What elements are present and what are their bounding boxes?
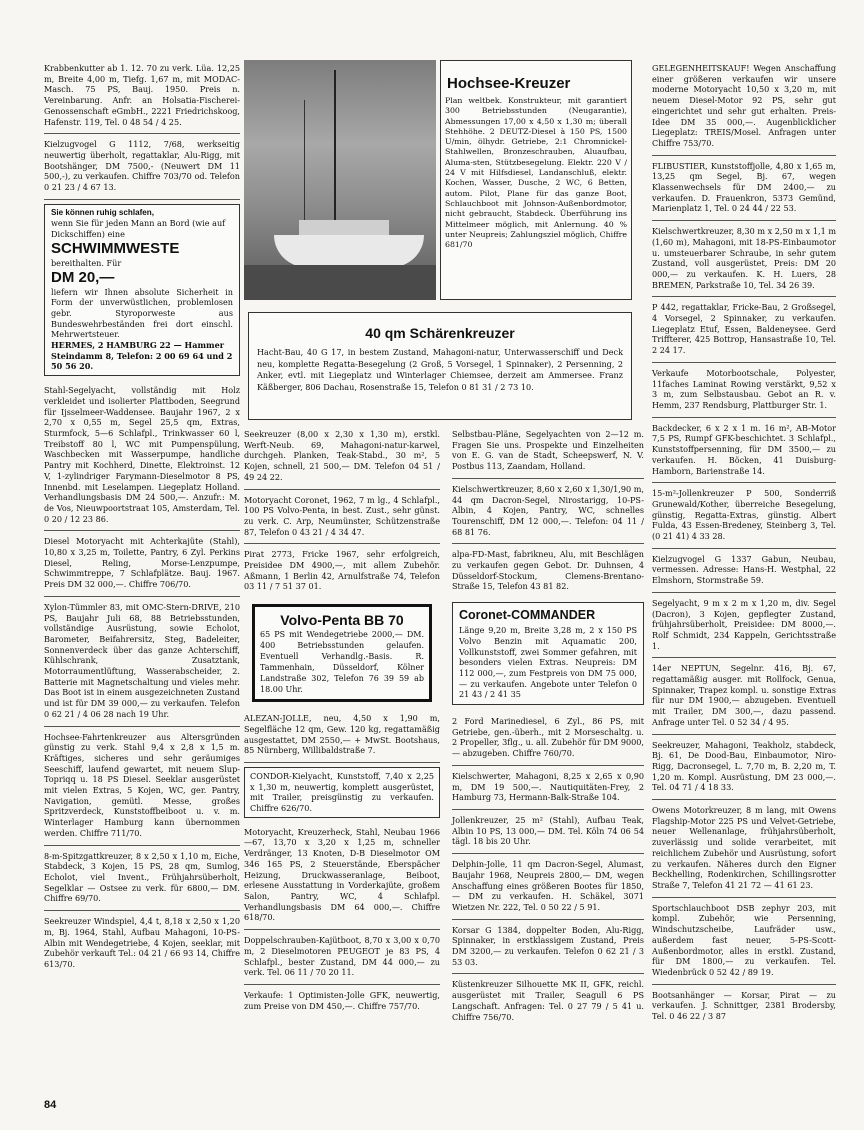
schwimmweste-ad <box>44 204 240 376</box>
column-4 <box>652 58 836 1028</box>
classified-ad: Stahl-Segelyacht, vollständig mit Holz verkleidet und isolierter Plattboden, Seegrund für Ijsselmeer-Waddensee. Baujahr 1967, 2 x 2,70 x 0,55 m, Segel 25,5 qm, Extras, Sturmfock, 5—6 Schlafpl., Trinkwasser 60 l, Treibstoff 80 l, WC mit Pumpenspülung, Waschbecken mit Wasserpumpe, handliche Pantry mit Kochherd, Dinette, Elektroinst. 12 V, 1-zylindriger Farymann-Dieselmotor 8 PS, Innenbd. mit Leselampen. Liegeplatz Holland. Verhandlungsbasis DM 24 500,—. Anzufr.: M. de Vos, Nieuwpoortstraat 105, Amsterdam, Tel. 0 20 / 12 23 86. <box>44 380 240 531</box>
classified-ad: Pirat 2773, Fricke 1967, sehr erfolgreich, Preisidee DM 4900,—, mit allem Zubehör. Aßmann, 1 Berlin 42, Arnulfstraße 74, Telefon 03 11 / 7 51 37 01. <box>244 549 440 592</box>
classified-ad: Doppelschrauben-Kajütboot, 8,70 x 3,00 x 0,70 m, 2 Dieselmotoren PEUGEOT je 83 PS, 4 Schlafpl., bester Zustand, DM 44 000,— zu verk. Tel. 06 11 / 70 20 11. <box>244 930 440 985</box>
page-number: 84 <box>44 1099 57 1111</box>
classified-ad: Diesel Motoryacht mit Achterkajüte (Stahl), 10,80 x 3,25 m, Toilette, Pantry, 6 Zyl. Perkins Diesel, Reling, Morse-Lenzpumpe, Schwimmtreppe, 7 Schlafplätze. Bauj. 1967. Preis DM 32 000,—. Chiffre 706/70. <box>44 531 240 597</box>
classified-ad: alpa-FD-Mast, fabrikneu, Alu, mit Beschlägen zu verkaufen gegen Gebot. Dr. Duhnsen, 4 Düsseldorf-Stockum, Clemens-Brentano-Straße 15, Telefon 43 81 82. <box>452 549 644 592</box>
yacht-hull <box>274 235 424 267</box>
yacht-photo <box>244 60 436 300</box>
yacht-deckhouse <box>299 220 389 236</box>
classified-ad: P 442, regattaklar, Fricke-Bau, 2 Großsegel, 4 Vorsegel, 2 Spinnaker, zu verkaufen. Liegeplatz Etuf, Essen, Baldeneysee. Gerd Triffterer, 425 Bottrop, Hansastraße 10, Tel. 2 24 17. <box>652 297 836 363</box>
classified-ad: Xylon-Tümmler 83, mit OMC-Stern-DRIVE, 210 PS, Baujahr Juli 68, 88 Betriebsstunden, vollständige Ausrüstung, sowie Echolot, Barometer, Beifahrersitz, Steg, Badeleiter, Sonnenverdeck über das ganze Achterschiff, Kühlschrank, Zusatztank, Motorraumentlüftung, Wasserabscheider, 2. Batterie mit Magnetschaltung und vieles mehr. Das Boot ist in einem ausgezeichneten Zustand und ist für DM 39 000,— zu verkaufen. Telefon 0 62 21 / 4 06 28 nach 19 Uhr. <box>44 597 240 727</box>
condor-text: CONDOR-Kielyacht, Kunststoff, 7,40 x 2,25 x 1,30 m, neuwertig, komplett ausgerüstet, mit Trailer, preisgünstig zu verkaufen. Chiffre 626/70. <box>250 770 434 814</box>
classified-ad: Kielschwertkreuzer, 8,30 m x 2,50 m x 1,1 m (1,60 m), Mahagoni, mit 18-PS-Einbaumotor u. umsteuerbarer Schraube, in sehr gutem Zustand, voll ausgerüstet, Preis: DM 20 000,— zu verkaufen. K. H. Luers, 28 BREMEN, Parkstraße 10, Tel. 34 26 39. <box>652 221 836 297</box>
coronet-commander-title: Coronet-COMMANDER <box>459 608 596 623</box>
water <box>244 265 436 300</box>
condor-ad <box>244 767 440 818</box>
classified-ad: Sportschlauchboot DSB zephyr 203, mit kompl. Zubehör, wie Persenning, Windschutzscheibe, Laufräder usw., außerdem fast neuer, 5-PS-Scott-Außenbordmotor, alles in erstkl. Zustand, für DM 1800,— zu verkaufen. Tel. Wiedenbrück 0 52 42 / 89 19. <box>652 898 836 985</box>
classified-ad: Delphin-Jolle, 11 qm Dacron-Segel, Alumast, Baujahr 1968, Neupreis 2800,— DM, wegen Anschaffung eines größeren Bootes für 1850,— DM zu verkaufen. H. Schäkel, 3071 Wietzen Nr. 222, Tel. 0 50 22 / 5 91. <box>452 854 644 920</box>
classified-ad: Owens Motorkreuzer, 8 m lang, mit Owens Flagship-Motor 225 PS und Velvet-Getriebe, neuer Wellenanlage, frühjahrsüberholt, zuverlässig und solide verarbeitet, mit reichlichem Zubehör und Ausrüstung, sofort zu verkaufen. Näheres durch den Eigner Beckhelling, Rodenkirchen, Schillingsrotter Straße 7, Telefon 41 21 72 — 41 61 23. <box>652 800 836 898</box>
schwimmweste-headline: SCHWIMMWESTE <box>51 239 180 257</box>
schwimmweste-lead: Sie können ruhig schlafen, <box>51 207 154 217</box>
classified-ad: Seekreuzer (8,00 x 2,30 x 1,30 m), erstkl. Werft-Neub. 69, Mahagoni-natur-karwel, durchgeh. Planken, Teak-Stabd., 30 m², 5 Kojen, schnell, 21 500,— DM. Telefon 04 51 / 49 24 22. <box>244 424 440 490</box>
schwimmweste-body-3: liefern wir Ihnen absolute Sicherheit in Form der unverwüstlichen, problemlosen gebr. Styroporweste aus Bundeswehrbeständen frei dort einschl. Mehrwertsteuer. <box>51 286 233 340</box>
classified-ad: Segelyacht, 9 m x 2 m x 1,20 m, div. Segel (Dacron), 3 Kojen, gepflegter Zustand, frühjahrsüberholt, Preisidee: DM 8000,—. Rolf Schmidt, 234 Kappeln, Gerichtsstraße 1. <box>652 593 836 659</box>
classified-ad: Bootsanhänger — Korsar, Pirat — zu verkaufen. J. Schnittger, 2381 Brodersby, Tel. 0 46 22 / 3 87 <box>652 989 836 1022</box>
volvo-penta-text: 65 PS mit Wendegetriebe 2000,— DM. 400 Betriebsstunden gelaufen. Eventuell Verhandlg.-Basis. R. Tammenhain, Düsseldorf, Kölner Landstraße 302, Telefon 76 39 59 ab 18.00 Uhr. <box>260 630 424 695</box>
classified-ad: Backdecker, 6 x 2 x 1 m. 16 m², AB-Motor 7,5 PS, Rumpf GFK-beschichtet. 3 Schlafpl., Kunststoffpersenning, für DM 3500,— zu verkaufen. H. Böcken, 41 Duisburg-Hamborn, Barienstraße 14. <box>652 418 836 484</box>
schaerenkreuzer-ad <box>248 312 632 420</box>
classified-ad: Motoryacht Coronet, 1962, 7 m lg., 4 Schlafpl., 100 PS Volvo-Penta, in best. Zust., sehr günst. zu verk. C. Arp, Neumünster, Schützenstraße 87, Telefon 0 43 21 / 4 34 47. <box>244 490 440 545</box>
classified-ad: Selbstbau-Pläne, Segelyachten von 2—12 m. Fragen Sie uns. Prospekte und Einzelheiten von E. G. van de Stadt, Scheepswerf, N. V. Postbus 113, Zaandam, Holland. <box>452 424 644 479</box>
coronet-commander-text: Länge 9,20 m, Breite 3,28 m, 2 x 150 PS Volvo Benzin mit Aquamatic 200, Vollkunststoff, zwei Sommer gefahren, mit besonders vielen Extras. Neupreis: DM 112 000,—, zum Festpreis von DM 75 000,— zu verkaufen. Angebote unter Telefon 0 21 43 / 2 41 35 <box>459 625 637 700</box>
volvo-penta-ad <box>252 604 432 702</box>
coronet-commander-ad <box>452 602 644 705</box>
classified-ad: Küstenkreuzer Silhouette MK II, GFK, reichl. ausgerüstet mit Trailer, Seagull 6 PS Langschaft. Anfragen: Tel. 0 27 79 / 5 41 u. Chiffre 756/70. <box>452 979 644 1022</box>
schwimmweste-address: HERMES, 2 HAMBURG 22 — Hammer Steindamm 8, Telefon: 2 00 69 64 und 2 50 56 20. <box>51 340 233 372</box>
classified-ad: 8-m-Spitzgattkreuzer, 8 x 2,50 x 1,10 m, Eiche, Stabdeck, 3 Kojen, 15 PS, 28 qm, Sumlog, Echolot, viel Invent., Frühjahrsüberholt, Segelklar — Ostsee zu verk. für 6800,— DM. Chiffre 69/70. <box>44 846 240 912</box>
schwimmweste-body-2: bereithalten. Für <box>51 257 122 268</box>
classified-ad: Kielzugvogel G 1337 Gabun, Neubau, vermessen. Adresse: Hans-H. Westphal, 22 Elmshorn, Stormstraße 59. <box>652 549 836 593</box>
volvo-penta-title: Volvo-Penta BB 70 <box>280 612 404 629</box>
schwimmweste-price: DM 20,— <box>51 268 115 286</box>
column-1 <box>44 58 240 976</box>
classified-ad: Hochsee-Fahrtenkreuzer aus Altersgründen günstig zu verk. Stahl 9,4 x 2,8 x 1,5 m. Kräftiges, sicheres und sehr geräumiges Seeschiff, laufend gewartet, mit neuem Slup-Topriqq u. 18 PS Diesel. Seeklar ausgerüstet mit vielen Extras, 5 Kojen, WC, ger. Pantry, Navigation, gemütl. Messe, großes Spritzverdeck, Kunststoffbeiboot u. v. m. Winterlager Hamburg kann übernommen werden. Chiffre 711/70. <box>44 727 240 846</box>
hochsee-kreuzer-title: Hochsee-Kreuzer <box>447 75 571 92</box>
classified-ad: 2 Ford Marinediesel, 6 Zyl., 86 PS, mit Getriebe, gen.-überh., mit 2 Morseschaltg. u. 2 Propeller, 3flg., u. all. Zubehör für DM 9000,— abzugeben. Chiffre 760/70. <box>452 711 644 766</box>
classified-ad: 15-m²-Jollenkreuzer P 500, Sonderriß Grunewald/Kother, überreiche Besegelung, günstig, Regatta-Extras, günstig. Albert Fulda, 43 Essen-Bredeney, Steinberg 3, Tel. (0 21 41) 4 33 28. <box>652 483 836 549</box>
column-3 <box>452 424 644 1028</box>
classified-ad: Seekreuzer, Mahagoni, Teakholz, stabdeck, Bj. 61, De Dood-Bau, Einbaumotor, Niro-Rigg, Dacronsegel, L. 7,70 m, B. 2,20 m, T. 1,20 m. Kompl. Ausrüstung, DM 23 000,—. Tel. 04 71 / 4 18 33. <box>652 735 836 801</box>
classified-ad: Jollenkreuzer, 25 m² (Stahl), Aufbau Teak, Albin 10 PS, 13 000,— DM. Tel. Köln 74 06 54 tägl. 18 bis 20 Uhr. <box>452 810 644 854</box>
classified-ad: ALEZAN-JOLLE, neu, 4,50 x 1,90 m, Segelfläche 12 qm, Gew. 120 kg, regattamäßig ausgestattet, DM 2550,— + MwSt. Bootshaus, 85 Nürnberg, Willibaldstraße 7. <box>244 708 440 763</box>
classified-ad: Korsar G 1384, doppelter Boden, Alu-Rigg, Spinnaker, in erstklassigem Zustand, Preis DM 3200,— zu verkaufen. Telefon 0 62 21 / 3 53 03. <box>452 920 644 975</box>
schwimmweste-body-1: wenn Sie für jeden Mann an Bord (wie auf Dickschiffen) eine <box>51 218 226 240</box>
schaerenkreuzer-title: 40 qm Schärenkreuzer <box>365 325 515 341</box>
column-2 <box>244 424 440 1017</box>
classified-ad: Verkaufe: 1 Optimisten-Jolle GFK, neuwertig, zum Preise von DM 450,—. Chiffre 757/70. <box>244 989 440 1011</box>
schaerenkreuzer-text: Hacht-Bau, 40 G 17, in bestem Zustand, Mahagoni-natur, Unterwasserschiff und Deck neu, komplette Regatta-Besegelung (2 Groß, 5 Vorsegel, 1 Spinnaker), 2 Persenning, 2 Anker, evtl. mit Liegeplatz und Winterlager Chiemsee, derzeit am Ammersee. Franz Käßberger, 806 Dachau, Rosenstraße 15, Telefon 0 81 31 / 2 73 10. <box>257 347 623 392</box>
classified-ad: FLIBUSTIER, Kunststoffjolle, 4,80 x 1,65 m, 13,25 qm Segel, Bj. 67, wegen Klassenwechsels für DM 2400,— zu verkaufen. D. Frauenkron, 5373 Gemünd, Marienplatz 1, Tel. 0 24 44 / 22 53. <box>652 156 836 222</box>
classified-ad: Kielzugvogel G 1112, 7/68, werkseitig neuwertig überholt, regattaklar, Alu-Rigg, mit Bootshänger, DM 7500,- (Neuwert DM 11 500,-), zu verkaufen. Chiffre 703/70 od. Telefon 0 21 23 / 4 67 13. <box>44 134 240 200</box>
classified-ad: GELEGENHEITSKAUF! Wegen Anschaffung einer größeren verkaufen wir unsere moderne Motoryacht 10,50 x 3,20 m, mit neuem Diesel-Motor 92 PS, sehr gut eingerichtet und sehr gut erhalten. Preis-Idee DM 35 000,—. Augenblicklicher Liegeplatz: TREIS/Mosel. Anfragen unter Chiffre 753/70. <box>652 58 836 156</box>
classified-ad: Kielschwertkreuzer, 8,60 x 2,60 x 1,30/1,90 m, 44 qm Dacron-Segel, Nirostarigg, 10-PS-Albin, 4 Kojen, Pantry, WC, schnelles Tourenschiff, DM 12 000,—. Telefon: 04 11 / 68 81 76. <box>452 479 644 545</box>
classified-ad: Verkaufe Motorbootschale, Polyester, 11faches Laminat Rowing verstärkt, 9,52 x 3 m, zum Selbstausbau. Gebot an R. v. Hemm, 237 Rendsburg, Plattburger Str. 1. <box>652 363 836 418</box>
classified-ad: 14er NEPTUN, Segelnr. 416, Bj. 67, regattamäßig ausger. mit Rollfock, Genua, Spinnaker, Trapez kompl. u. sonstige Extras für nur DM 1900,— abzugeben. Eventuell mit Trailer, DM 300,—, dazu passend. Anfrage unter Tel. 0 52 34 / 4 95. <box>652 658 836 734</box>
hochsee-kreuzer-ad <box>440 60 632 300</box>
classified-ad: Motoryacht, Kreuzerheck, Stahl, Neubau 1966—67, 13,70 x 3,20 x 1,25 m, schneller Verdränger, 13 Knoten, D-B Dieselmotor OM 346 165 PS, 2 Steuerstände, Eberspächer Heizung, Druckwasseranlage, Beiboot, erlesene Ausstattung in Vorderkajüte, großem Salon, Pantry, WC, 4 Schlafpl. Verhandlungsbasis DM 64 000,—. Chiffre 618/70. <box>244 822 440 930</box>
classified-ad: Krabbenkutter ab 1. 12. 70 zu verk. Lüa. 12,25 m, Breite 4,00 m, Tiefg. 1,67 m, mit MODAC-Masch. 75 PS, Bauj. 1950. Preis n. Vereinbarung. Anfr. an Holsatia-Fischerei-Genossenschaft eGmbH., 2221 Friedrichskoog, Hafenstr. 119, Tel. 0 48 54 / 4 25. <box>44 58 240 134</box>
classified-ad: Kielschwerter, Mahagoni, 8,25 x 2,65 x 0,90 m, DM 19 500,—. Nautiquitäten-Frey, 2 Hamburg 73, Hermann-Balk-Straße 104. <box>452 766 644 810</box>
hochsee-kreuzer-text: Plan weltbek. Konstrukteur, mit garantiert 300 Betriebsstunden (Neugarantie), Abmessungen 17,00 x 4,50 x 1,30 m; überall Stehhöhe. 2 DEUTZ-Diesel à 150 PS, 1500 U/min, ölhydr. Getriebe, 2:1 Chromnickel-Stahlwellen, Bronzeschrauben, Aluaufbau, Aluma-sten, Stützbesegelung. Elektr. 220 V / 24 V mit Hilfsdiesel, Landanschluß, elektr. Kochen, Wasser, Dusche, 2 WC, 6 Betten, autom. Pilot, Plane für das ganze Boot, Schlauchboot mit Johnson-Außenbordmotor, nicht gebraucht, Stabdeck. Überführung ins Mittelmeer möglich, mit Anlernung. 40 % unter Neupreis; Zahlungsziel möglich, Chiffre 681/70 <box>445 96 627 250</box>
classified-ad: Seekreuzer Windspiel, 4,4 t, 8,18 x 2,50 x 1,20 m, Bj. 1964, Stahl, Aufbau Mahagoni, 10-PS-Albin mit Wendegetriebe, 4 Kojen, seeklar, mit Zubehör verkauft Tel.: 04 21 / 66 93 14, Chiffre 613/70. <box>44 916 240 969</box>
